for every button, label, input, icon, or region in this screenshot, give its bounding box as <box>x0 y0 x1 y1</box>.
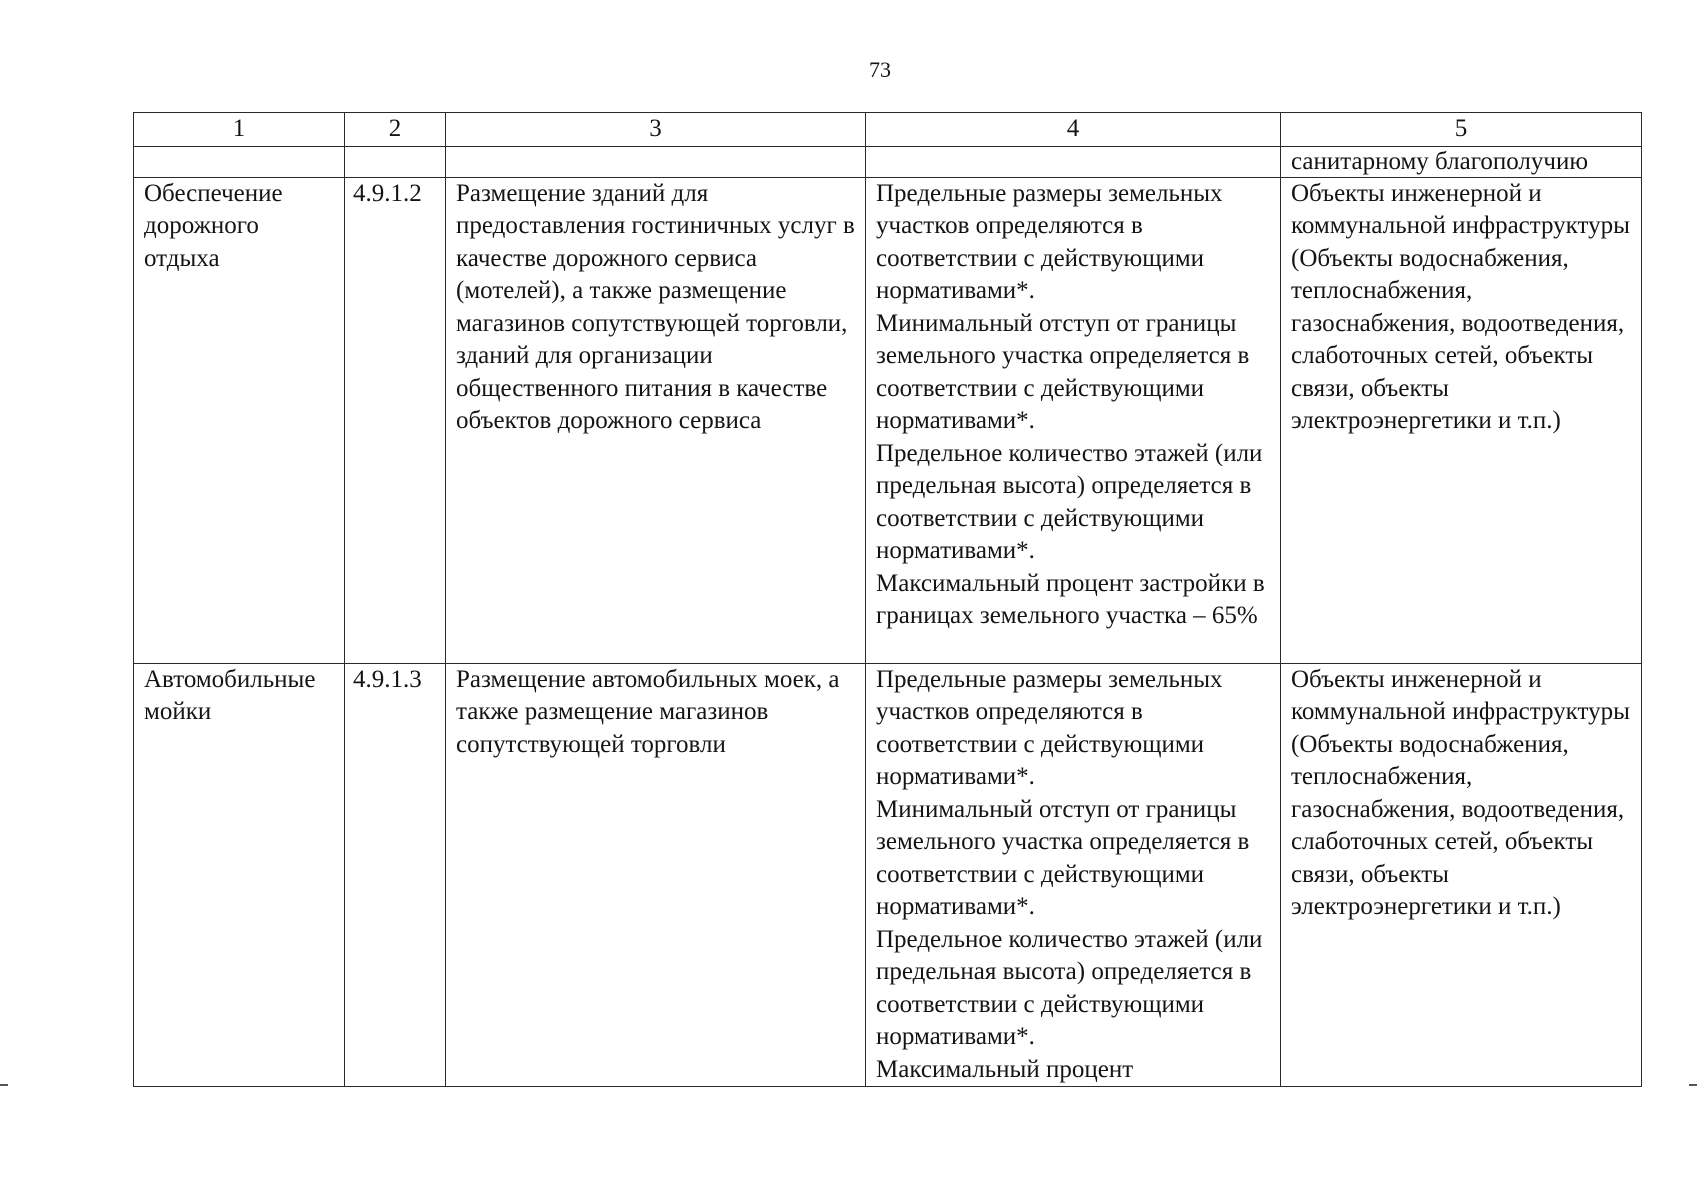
table-cell <box>446 146 866 177</box>
use-type-allowed-objects: Объекты инженерной и коммунальной инфраструктуры (Объекты водоснабжения, теплоснабжения, газоснабжения, водоотведения, слаботочных сетей, объекты связи, объекты электроэнергетики и т.п.) <box>1281 663 1642 1087</box>
table-row <box>134 663 1642 1087</box>
continued-text-cell: санитарному благополучию <box>1281 146 1642 177</box>
use-type-description: Размещение автомобильных моек, а также размещение магазинов сопутствующей торговли <box>446 663 866 1087</box>
table-cell <box>134 146 345 177</box>
column-header: 2 <box>345 113 446 147</box>
scan-edge-mark <box>1689 1084 1697 1086</box>
scan-edge-mark <box>0 1084 8 1086</box>
use-type-description: Размещение зданий для предоставления гостиничных услуг в качестве дорожного сервиса (мотелей), а также размещение магазинов сопутствующей торговли, зданий для организации общественного питания в качестве объектов дорожного сервиса <box>446 177 866 663</box>
column-header: 3 <box>446 113 866 147</box>
use-type-allowed-objects: Объекты инженерной и коммунальной инфраструктуры (Объекты водоснабжения, теплоснабжения, газоснабжения, водоотведения, слаботочных сетей, объекты связи, объекты электроэнергетики и т.п.) <box>1281 177 1642 663</box>
table-cell <box>345 146 446 177</box>
land-use-table <box>133 112 1642 1087</box>
table-row <box>134 177 1642 663</box>
use-type-parameters: Предельные размеры земельных участков определяются в соответствии с действующими нормативами*. Минимальный отступ от границы земельного участка определяется в соответствии с действующими нормативами*. Предельное количество этажей (или предельная высота) определяется в соответствии с действующими нормативами*. Максимальный процент <box>866 663 1281 1087</box>
page-number: 73 <box>869 57 891 82</box>
use-type-code: 4.9.1.3 <box>345 663 446 1087</box>
use-type-name: Автомобильные мойки <box>134 663 345 1087</box>
use-type-name: Обеспечение дорожного отдыха <box>134 177 345 663</box>
use-type-parameters: Предельные размеры земельных участков определяются в соответствии с действующими нормативами*. Минимальный отступ от границы земельного участка определяется в соответствии с действующими нормативами*. Предельное количество этажей (или предельная высота) определяется в соответствии с действующими нормативами*. Максимальный процент застройки в границах земельного участка – 65% <box>866 177 1281 663</box>
column-header: 1 <box>134 113 345 147</box>
table-header-row <box>134 113 1642 147</box>
table-cell <box>866 146 1281 177</box>
continuation-row <box>134 146 1642 177</box>
column-header: 5 <box>1281 113 1642 147</box>
column-header: 4 <box>866 113 1281 147</box>
use-type-code: 4.9.1.2 <box>345 177 446 663</box>
